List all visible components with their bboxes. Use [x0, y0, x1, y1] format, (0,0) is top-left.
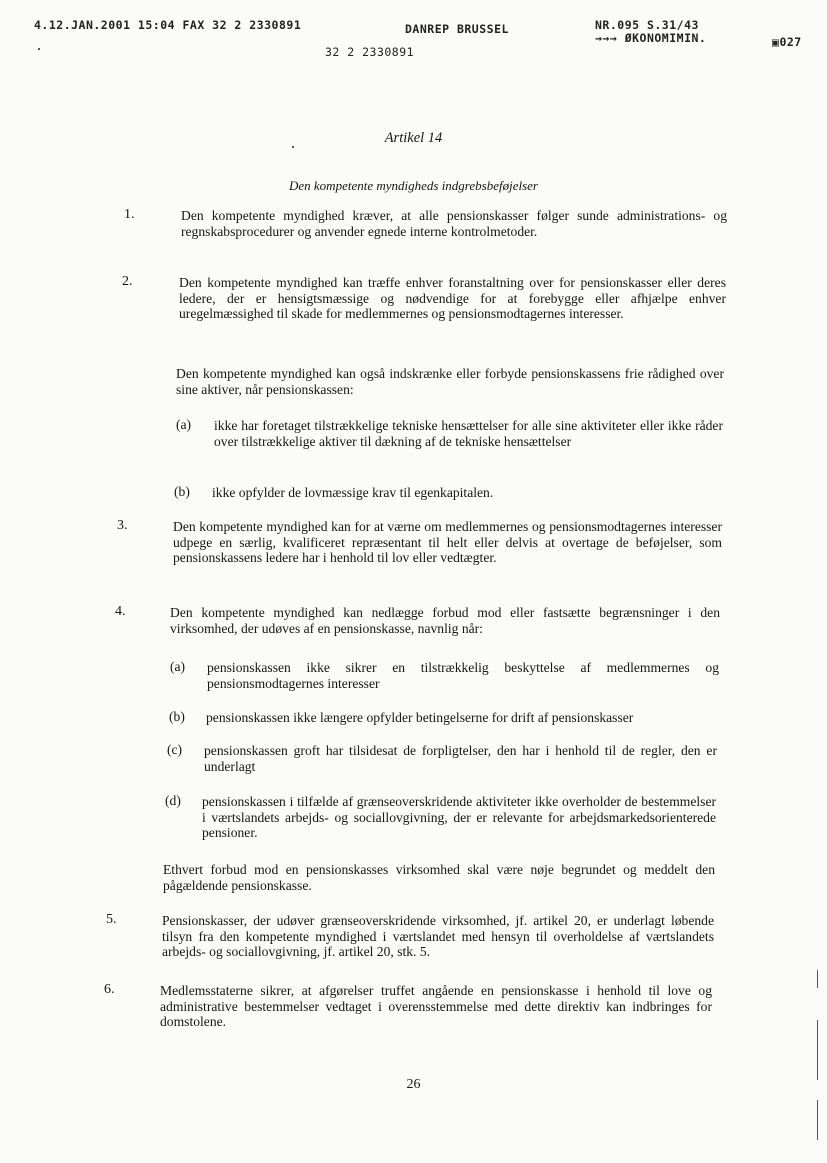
sub-item-text: pensionskassen ikke længere opfylder betingelserne for drift af pensionskasser [206, 710, 634, 725]
sub-item-label: (a) [176, 417, 192, 432]
fax-header-number: 32 2 2330891 [325, 45, 415, 59]
fax-header-left: 4.12.JAN.2001 15:04 FAX 32 2 2330891 [34, 18, 302, 32]
paragraph-number: 2. [122, 274, 133, 289]
paragraph-text: Medlemsstaterne sikrer, at afgørelser truffet angående en pensionskasse i henhold til love og administrative bestemmelser vedtaget i overensstemmelse med dette direktiv kan indbringes for domstolene. [160, 983, 712, 1029]
sub-item-label: (a) [170, 659, 186, 674]
fax-header-page-count: NR.095 S.31/43 [595, 18, 699, 32]
paragraph-number: 5. [106, 912, 117, 927]
sub-item-text: pensionskassen i tilfælde af grænseoverskridende aktiviteter ikke overholder de bestemmelser i værtslandets arbejds- og sociallovgivning, der er relevante for arbejdsmarkedsorienterede pensioner. [202, 794, 716, 840]
paragraph-text: Den kompetente myndighed kan for at værne om medlemmernes og pensionsmodtagernes interesser udpege en særlig, kvalificeret repræsentant til helt eller delvis at overtage de beføjelser, som pensionskassens ledere har i henhold til lov eller vedtægter. [173, 519, 722, 565]
fax-header-sender: DANREP BRUSSEL [405, 22, 509, 36]
sub-item-label: (c) [167, 742, 183, 757]
scan-mark [817, 1100, 818, 1140]
scan-mark [817, 970, 818, 988]
sub-item-text: ikke har foretaget tilstrækkelige tekniske hensættelser for alle sine aktiviteter eller ikke råder over tilstrækkelige aktiver til dækning af de tekniske hensættelser [214, 418, 723, 449]
article-heading: Den kompetente myndigheds indgrebsbeføjelser [289, 178, 538, 193]
sub-item-label: (b) [174, 484, 190, 499]
paragraph-text: Den kompetente myndighed kan nedlægge forbud mod eller fastsætte begrænsninger i den virksomhed, der udøves af en pensionskasse, navnlig når: [170, 605, 720, 636]
page-number: 26 [406, 1077, 421, 1092]
sub-item-text: pensionskassen groft har tilsidesat de forpligtelser, den har i henhold til de regler, den er underlagt [204, 743, 717, 774]
paragraph-text: Den kompetente myndighed kan også indskrænke eller forbyde pensionskassens frie rådighed over sine aktiver, når pensionskassen: [176, 366, 724, 397]
paragraph-text: Den kompetente myndighed kræver, at alle pensionskasser følger sunde administrations- og regnskabsprocedurer og anvender egnede interne kontrolmetoder. [181, 208, 727, 239]
sub-item-label: (b) [169, 709, 185, 724]
paragraph-number: 6. [104, 982, 115, 997]
sub-item-label: (d) [165, 793, 181, 808]
scan-speck [38, 48, 40, 50]
paragraph-text: Pensionskasser, der udøver grænseoverskridende virksomhed, jf. artikel 20, er underlagt løbende tilsyn fra den kompetente myndighed i værtslandet med hensyn til overholdelse af værtslandets arbejds- og sociallovgivning, jf. artikel 20, stk. 5. [162, 913, 714, 959]
paragraph-number: 4. [115, 604, 126, 619]
scan-mark [817, 1020, 818, 1080]
sub-item-text: ikke opfylder de lovmæssige krav til egenkapitalen. [212, 485, 494, 500]
paragraph-text: Ethvert forbud mod en pensionskasses virksomhed skal være nøje begrundet og meddelt den pågældende pensionskasse. [163, 862, 715, 893]
sub-item-text: pensionskassen ikke sikrer en tilstrækkelig beskyttelse af medlemmernes og pensionsmodtagernes interesser [207, 660, 719, 691]
fax-page-value: 027 [779, 35, 802, 49]
paragraph-number: 3. [117, 518, 128, 533]
article-title: Artikel 14 [384, 130, 443, 146]
paragraph-number: 1. [124, 207, 135, 222]
fax-page-number [772, 35, 802, 49]
fax-page-icon: ▣ [772, 35, 780, 49]
scan-speck [292, 146, 294, 148]
paragraph-text: Den kompetente myndighed kan træffe enhver foranstaltning over for pensionskasser eller deres ledere, der er hensigtsmæssige og nødvendige for at forebygge eller afhjælpe enhver uregelmæssighed til skade for medlemmernes og pensionsmodtagernes interesser. [179, 275, 726, 321]
fax-header-recipient: →→→ ØKONOMIMIN. [595, 31, 707, 45]
